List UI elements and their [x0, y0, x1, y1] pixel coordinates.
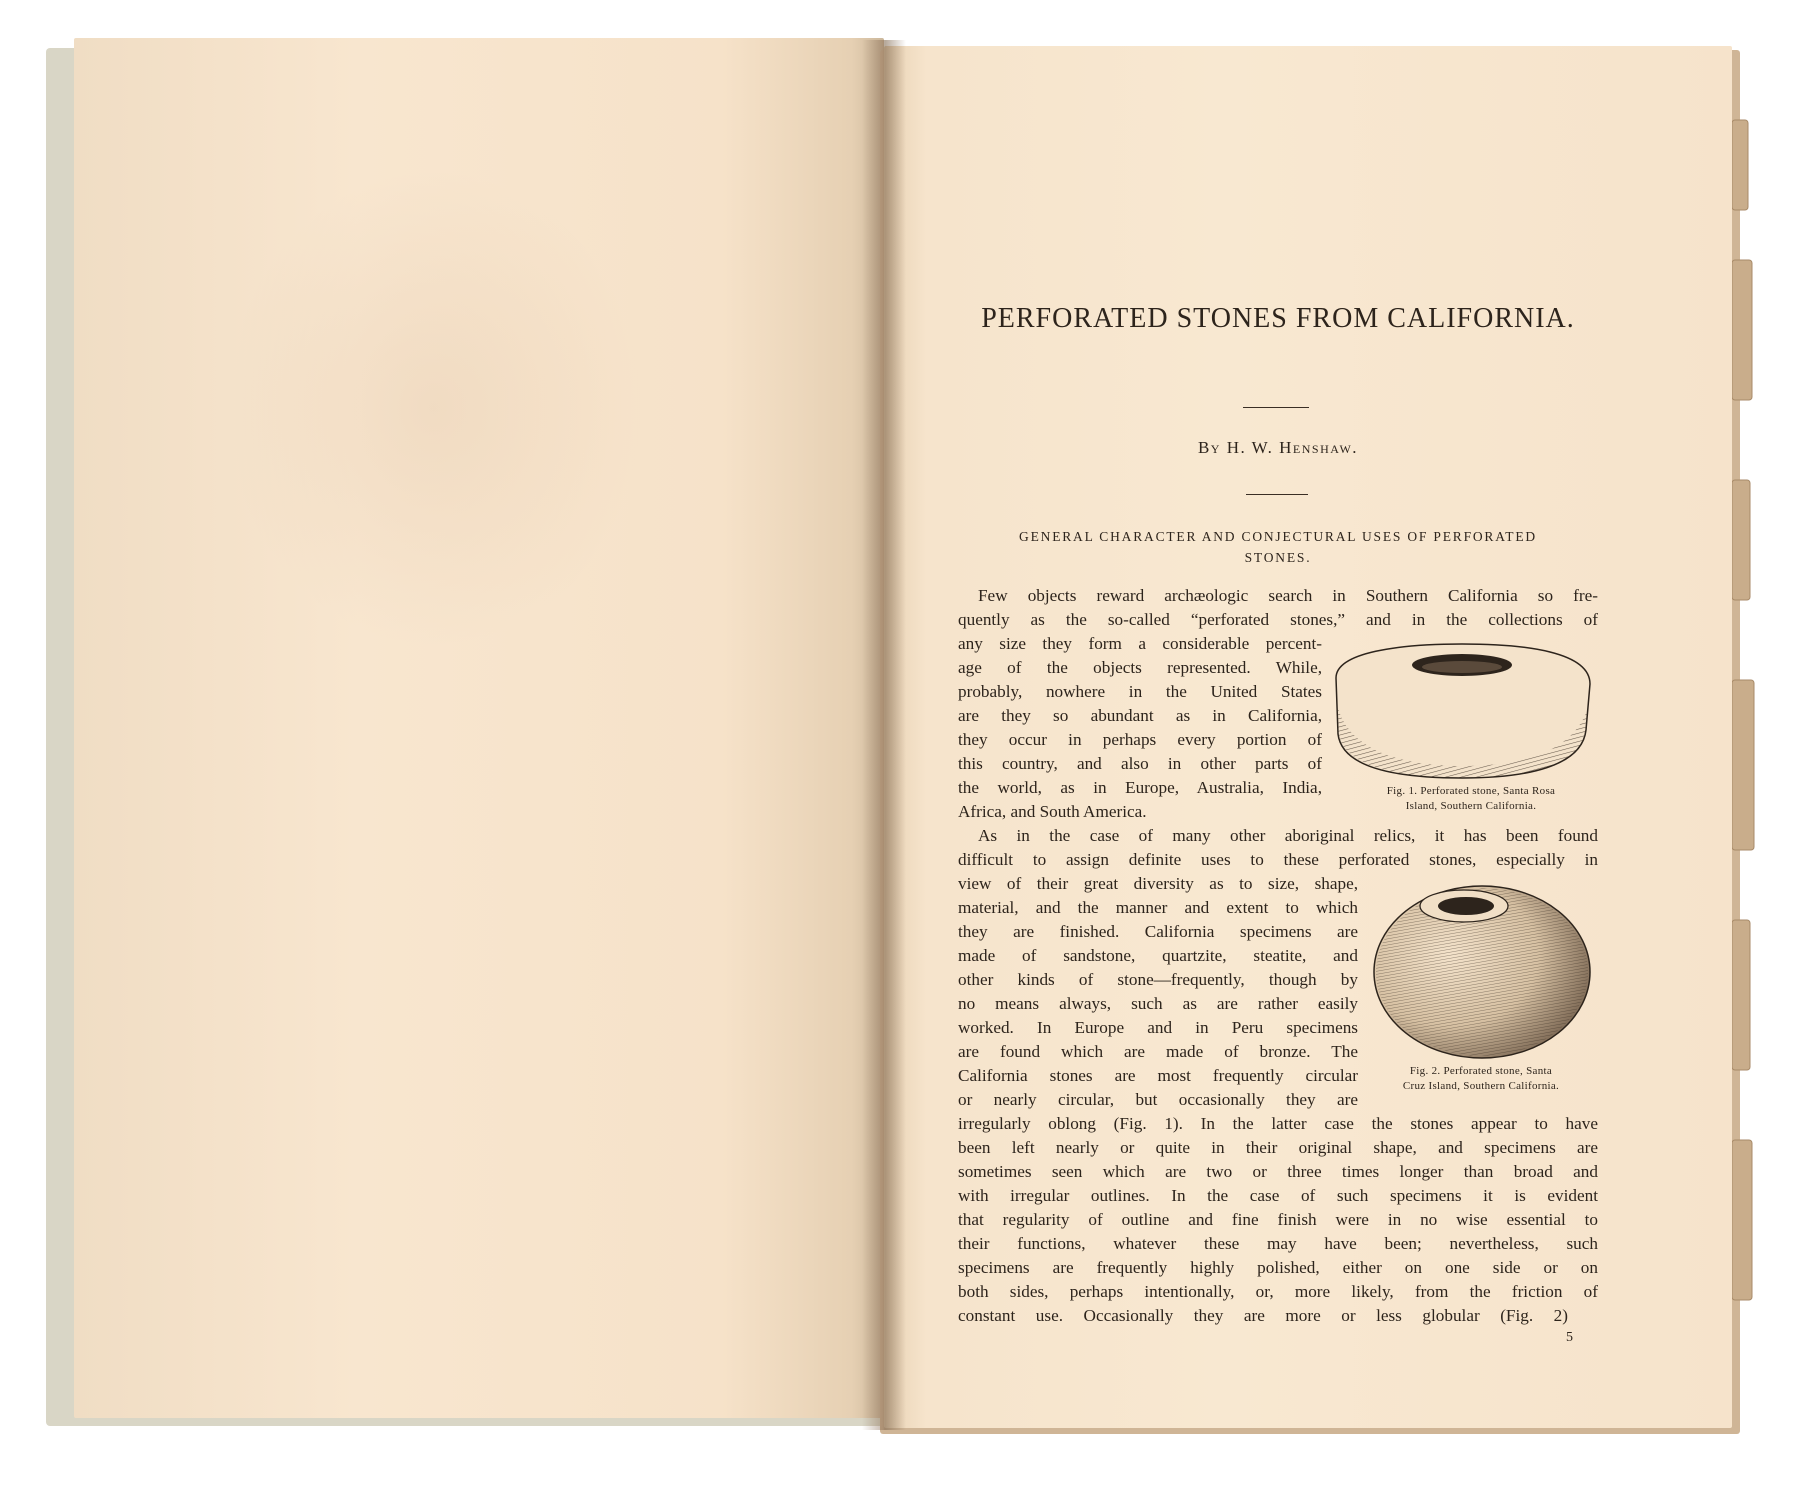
page-text-block — [958, 46, 1598, 1428]
text-line: their functions, whatever these may have been; nevertheless, such — [958, 1234, 1598, 1253]
text-line: constant use. Occasionally they are more or less globular (Fig. 2) — [958, 1306, 1568, 1325]
left-page-blank — [74, 38, 884, 1418]
text-line: Few objects reward archæologic search in Southern California so fre- — [978, 586, 1598, 605]
figure-1-ring-stone — [1330, 638, 1596, 782]
text-line: the world, as in Europe, Australia, India, — [958, 778, 1322, 797]
page-stain — [224, 168, 644, 648]
text-line: this country, and also in other parts of — [958, 754, 1322, 773]
caption-line: Fig. 1. Perforated stone, Santa Rosa — [1386, 785, 1556, 797]
page-edge-tabs — [1732, 60, 1758, 1420]
text-line: they are finished. California specimens are — [958, 922, 1358, 941]
text-line: California stones are most frequently circular — [958, 1066, 1358, 1085]
text-line: worked. In Europe and in Peru specimens — [958, 1018, 1358, 1037]
text-line: are they so abundant as in California, — [958, 706, 1322, 725]
section-heading — [958, 526, 1598, 568]
caption-line: Cruz Island, Southern California. — [1402, 1080, 1560, 1092]
text-line: age of the objects represented. While, — [958, 658, 1322, 677]
article-title: PERFORATED STONES FROM CALIFORNIA. — [981, 303, 1575, 334]
figure-2-caption — [1364, 1064, 1598, 1094]
right-page — [884, 46, 1732, 1428]
section-heading-line: GENERAL CHARACTER AND CONJECTURAL USES OF PERFORATED — [1019, 529, 1537, 544]
text-line: irregularly oblong (Fig. 1). In the latter case the stones appear to have — [958, 1114, 1598, 1133]
text-line: been left nearly or quite in their original shape, and specimens are — [958, 1138, 1598, 1157]
text-line: material, and the manner and extent to which — [958, 898, 1358, 917]
author-byline: By H. W. Henshaw. — [1197, 438, 1359, 457]
text-line: specimens are frequently highly polished, either on one side or on — [958, 1258, 1598, 1277]
text-line: any size they form a considerable percent- — [958, 634, 1322, 653]
text-line: Africa, and South America. — [958, 802, 1147, 821]
caption-line: Island, Southern California. — [1405, 800, 1537, 812]
text-line: sometimes seen which are two or three times longer than broad and — [958, 1162, 1598, 1181]
text-line: or nearly circular, but occasionally they are — [958, 1090, 1358, 1109]
text-line: made of sandstone, quartzite, steatite, and — [958, 946, 1358, 965]
text-line: they occur in perhaps every portion of — [958, 730, 1322, 749]
book-spine-shadow — [862, 40, 906, 1430]
text-line: are found which are made of bronze. The — [958, 1042, 1358, 1061]
figure-2-globular-stone — [1368, 872, 1596, 1062]
section-heading-line: STONES. — [1244, 550, 1312, 565]
text-line: difficult to assign definite uses to these perforated stones, especially in — [958, 850, 1598, 869]
figure-1-caption — [1346, 784, 1596, 814]
text-line: both sides, perhaps intentionally, or, more likely, from the friction of — [958, 1282, 1598, 1301]
text-line: quently as the so-called “perforated stones,” and in the collections of — [958, 610, 1598, 629]
byline-rule — [1246, 494, 1308, 495]
text-line: As in the case of many other aboriginal relics, it has been found — [978, 826, 1598, 845]
text-line: no means always, such as are rather easily — [958, 994, 1358, 1013]
title-rule — [1243, 407, 1309, 408]
text-line: other kinds of stone—frequently, though by — [958, 970, 1358, 989]
text-line: that regularity of outline and fine finish were in no wise essential to — [958, 1210, 1598, 1229]
text-line: with irregular outlines. In the case of such specimens it is evident — [958, 1186, 1598, 1205]
text-line: probably, nowhere in the United States — [958, 682, 1322, 701]
text-line: view of their great diversity as to size, shape, — [958, 874, 1358, 893]
page-number: 5 — [1566, 1330, 1573, 1345]
caption-line: Fig. 2. Perforated stone, Santa — [1409, 1065, 1553, 1077]
